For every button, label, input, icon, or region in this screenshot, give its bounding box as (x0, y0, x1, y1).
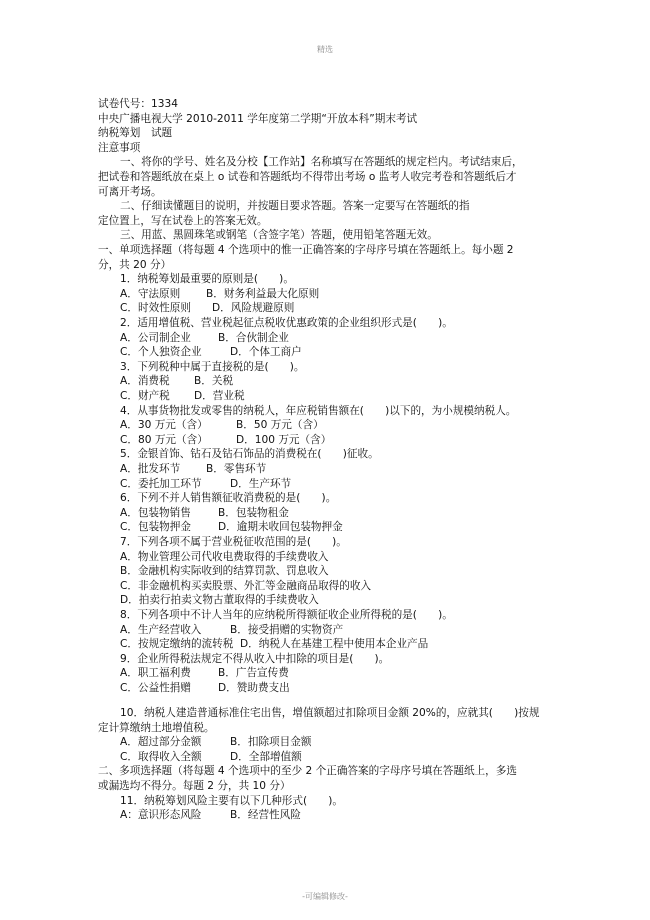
option: C．委托加工环节 (120, 477, 202, 490)
option: B．财务利益最大化原则 (206, 287, 320, 300)
question: 11．纳税筹划风险主要有以下几种形式( )。 (120, 794, 344, 807)
option: C．包装物押金 (120, 521, 191, 534)
option-row (120, 808, 590, 823)
option-row (120, 287, 590, 302)
notice-line: 一、将你的学号、姓名及分校【工作站】名称填写在答题纸的规定栏内。考试结束后， (120, 156, 523, 169)
section-heading: 或漏选均不得分。每题 2 分，共 10 分） (98, 780, 291, 792)
notice-title: 注意事项 (98, 141, 141, 154)
option: B．金融机构实际收到的结算罚款、罚息收入 (120, 565, 329, 578)
question: 7．下列各项不属于营业税征收范围的是( )。 (120, 536, 347, 548)
section-heading: 一、单项选择题（将每题 4 个选项中的惟一正确答案的字母序号填在答题纸上。每小题 2 (98, 244, 514, 256)
notice-line: 把试卷和答题纸放在桌上 o 试卷和答题纸均不得带出考场 o 监考人收完考卷和答题纸后才 (98, 171, 517, 183)
option: A：意识形态风险 (120, 809, 202, 822)
option: D．100 万元（含） (236, 433, 332, 446)
option: D．纳税人在基建工程中使用本企业产品 (240, 638, 429, 651)
option: B．零售环节 (206, 463, 267, 475)
question: 10．纳税人建造普通标准住宅出售，增值额超过扣除项目金额 20%的，应就其( )按规 (120, 707, 540, 719)
option: C．时效性原则 (120, 302, 191, 315)
option: B．关税 (194, 375, 234, 388)
option-row (120, 735, 590, 750)
question: 3．下列税种中属于直接税的是( )。 (120, 360, 305, 373)
option-row (120, 462, 590, 477)
option: B．50 万元（含） (236, 419, 324, 432)
option: B．扣除项目金额 (230, 736, 312, 749)
option: D．赞助费支出 (218, 682, 290, 694)
option: B．经营性风险 (230, 809, 301, 822)
option: D．逾期未收回包装物押金 (218, 521, 343, 534)
exam-subject: 纳税筹划 试题 (98, 127, 173, 140)
option: C．公益性捐赠 (120, 682, 191, 694)
option: B．合伙制企业 (218, 331, 289, 344)
option: C．80 万元（含） (120, 433, 208, 446)
option: D．风险规避原则 (212, 302, 295, 315)
option-row (120, 477, 590, 492)
option-row (120, 389, 590, 404)
question: 4．从事货物批发或零售的纳税人，年应税销售额在( )以下的，为小规模纳税人。 (120, 404, 517, 417)
option-row (120, 418, 590, 433)
option-row (120, 637, 590, 652)
option: D．个体工商户 (230, 346, 302, 359)
option: B．接受捐赠的实物资产 (230, 623, 344, 636)
option: D．生产环节 (230, 477, 292, 490)
option: A．物业管理公司代收电费取得的手续费收入 (120, 550, 329, 563)
option-row (120, 623, 590, 638)
notice-line: 定位置上，写在试卷上的答案无效。 (98, 214, 268, 227)
option: C．按规定缴纳的流转税 (120, 638, 234, 651)
option: C．非金融机构买卖股票、外汇等金融商品取得的收入 (120, 579, 372, 592)
exam-title: 中央广播电视大学 2010-2011 学年度第二学期“开放本科”期末考试 (98, 112, 418, 125)
question: 2．适用增值税、营业税起征点税收优惠政策的企业组织形式是( )。 (120, 317, 453, 329)
question: 定计算缴纳土地增值税。 (98, 721, 215, 734)
question: 9．企业所得税法规定不得从收入中扣除的项目是( )。 (120, 652, 390, 665)
option: C．财产税 (120, 390, 170, 402)
option: A．30 万元（含） (120, 419, 208, 432)
option-row (120, 506, 590, 521)
page-footer: -可编辑修改- (302, 892, 348, 901)
option-row (120, 681, 590, 696)
option-row (120, 520, 590, 535)
section-heading: 二、多项选择题（将每题 4 个选项中的至少 2 个正确答案的字母序号填在答题纸上，多选 (98, 765, 517, 778)
option: A．批发环节 (120, 463, 181, 475)
option: A．消费税 (120, 375, 170, 388)
notice-line: 可离开考场。 (98, 185, 162, 198)
option: D．全部增值额 (230, 750, 302, 763)
option: A．公司制企业 (120, 331, 191, 344)
option: B．广告宣传费 (218, 667, 289, 680)
question: 1．纳税筹划最重要的原则是( )。 (120, 273, 294, 286)
option: A．职工福利费 (120, 667, 191, 680)
option-row (120, 666, 590, 681)
option-row (120, 301, 590, 316)
option: D．拍卖行拍卖文物古董取得的手续费收入 (120, 594, 319, 607)
option: A．超过部分金额 (120, 736, 202, 749)
option-row (120, 331, 590, 346)
notice-line: 三、用蓝、黑圆珠笔或钢笔（含签字笔）答题，使用铅笔答题无效。 (120, 229, 438, 242)
exam-code: 试卷代号：1334 (98, 98, 178, 110)
option: C．取得收入全额 (120, 750, 202, 763)
option-row (120, 433, 590, 448)
question: 6．下列不并人销售额征收消费税的是( )。 (120, 492, 337, 505)
section-heading: 分，共 20 分） (98, 258, 172, 271)
notice-line: 二、仔细读懂题目的说明，并按题目要求答题。答案一定要写在答题纸的指 (120, 200, 470, 213)
option: B．包装物租金 (218, 506, 289, 519)
question: 8．下列各项中不计人当年的应纳税所得额征收企业所得税的是( )。 (120, 609, 453, 621)
question: 5．金银首饰、钻石及钻石饰品的消费税在( )征收。 (120, 448, 379, 461)
option-row (120, 345, 590, 360)
option: D．营业税 (194, 390, 245, 402)
page-header: 精选 (317, 45, 333, 54)
option: A．守法原则 (120, 287, 181, 300)
option-row (120, 374, 590, 389)
option-row (120, 750, 590, 765)
option: A．包装物销售 (120, 506, 191, 519)
option: C．个人独资企业 (120, 346, 202, 359)
option: A．生产经营收入 (120, 623, 202, 636)
